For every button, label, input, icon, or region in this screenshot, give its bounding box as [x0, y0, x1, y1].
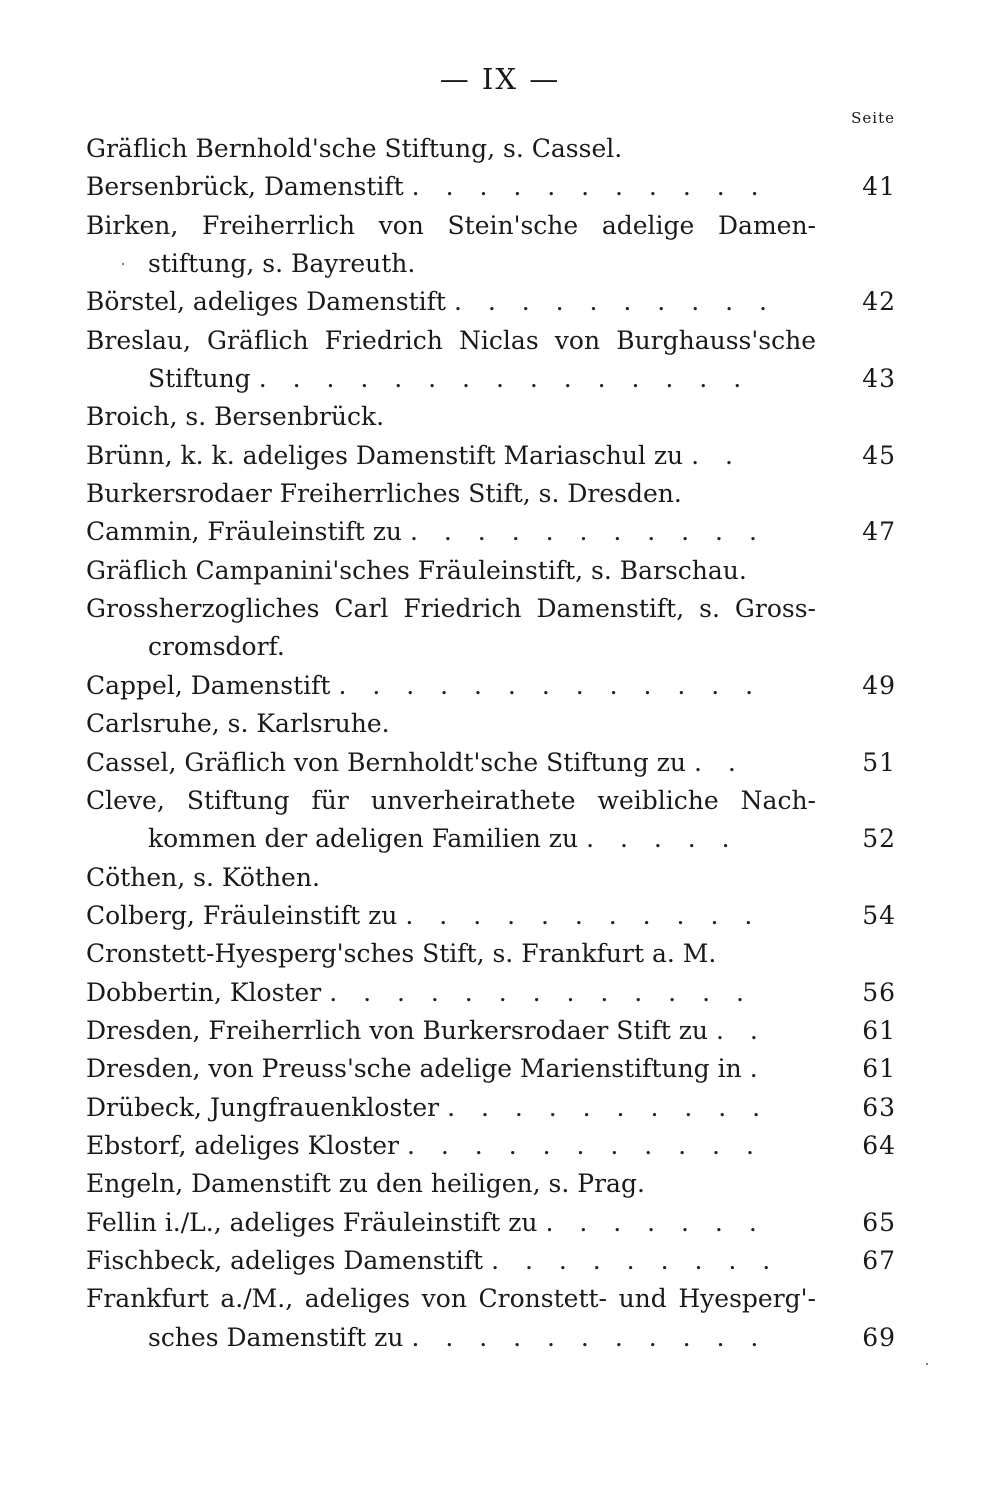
- toc-entry-title: Dresden, Freiherrlich von Burkersrodaer Stift zu: [86, 1015, 708, 1045]
- toc-entry-title: Gräflich Campanini'sches Fräuleinstift, s. Barschau.: [86, 555, 747, 585]
- toc-entry: [86, 398, 896, 436]
- toc-entry-title: Bersenbrück, Damenstift: [86, 172, 404, 202]
- toc-entry-title: Cleve, Stiftung für unverheirathete weibliche Nach-: [86, 785, 816, 815]
- toc-entry-title: sches Damenstift zu: [148, 1322, 404, 1352]
- toc-page-number: 42: [862, 287, 896, 317]
- toc-entry-line: [86, 705, 896, 743]
- table-of-contents: [86, 130, 896, 1357]
- toc-entry-line: [86, 1165, 896, 1203]
- page-number: — IX —: [439, 62, 561, 96]
- toc-entry-line: [86, 1050, 896, 1088]
- toc-entry: [86, 859, 896, 897]
- dot-leader: . .: [716, 1015, 767, 1045]
- toc-entry-title: Gräflich Bernhold'sche Stiftung, s. Cassel.: [86, 134, 623, 163]
- toc-entry-continuation: [86, 245, 896, 283]
- toc-entry: [86, 590, 896, 667]
- toc-entry-line: [86, 283, 896, 321]
- dot-leader: . . . . . . . . . . .: [410, 517, 766, 547]
- dot-leader: . . . . . . . . . .: [453, 287, 776, 317]
- toc-entry-line: [86, 1204, 896, 1242]
- toc-entry-line: [86, 1127, 896, 1165]
- toc-page-number: 54: [862, 900, 896, 930]
- toc-entry-line: [86, 1280, 896, 1318]
- toc-entry-line: [86, 475, 896, 513]
- toc-entry-title: Frankfurt a./M., adeliges von Cronstett- und Hyesperg'-: [86, 1284, 816, 1314]
- toc-entry: [86, 1012, 896, 1050]
- dot-leader: . . . . . . . . . . . . .: [329, 977, 753, 1007]
- toc-entry-title: Birken, Freiherrlich von Stein'sche adelige Damen-: [86, 210, 816, 240]
- toc-entry-continuation: [86, 628, 896, 666]
- toc-entry-title: Cappel, Damenstift: [86, 670, 331, 700]
- toc-entry-title: Börstel, adeliges Damenstift: [86, 287, 446, 317]
- print-speck: [926, 1363, 928, 1365]
- toc-entry-line: [86, 168, 896, 206]
- toc-page-number: 61: [862, 1054, 896, 1084]
- toc-page-number: 49: [862, 670, 896, 700]
- toc-page-number: 63: [862, 1092, 896, 1122]
- toc-entry-title: Ebstorf, adeliges Kloster: [86, 1130, 400, 1160]
- toc-entry: [86, 130, 896, 168]
- toc-entry: [86, 705, 896, 743]
- toc-entry-line: [86, 513, 896, 551]
- toc-entry-title: Colberg, Fräuleinstift zu: [86, 900, 398, 930]
- toc-entry: [86, 1127, 896, 1165]
- toc-entry: [86, 1050, 896, 1088]
- toc-entry-title: Engeln, Damenstift zu den heiligen, s. Prag.: [86, 1169, 645, 1199]
- toc-page-number: 56: [862, 977, 896, 1007]
- toc-entry: [86, 513, 896, 551]
- toc-entry: [86, 1204, 896, 1242]
- toc-entry-title: Brünn, k. k. adeliges Damenstift Mariaschul zu: [86, 440, 684, 470]
- toc-entry-line: [86, 322, 896, 360]
- toc-entry-title: Dresden, von Preuss'sche adelige Marienstiftung in: [86, 1054, 742, 1084]
- toc-entry: [86, 667, 896, 705]
- toc-entry-line: [86, 130, 896, 168]
- toc-entry-title: Stiftung: [148, 364, 251, 394]
- toc-page-number: 43: [862, 364, 896, 394]
- toc-entry: [86, 897, 896, 935]
- dot-leader: .: [749, 1054, 767, 1084]
- toc-entry-title: Broich, s. Bersenbrück.: [86, 402, 385, 432]
- toc-entry-line: [86, 1089, 896, 1127]
- toc-entry-title: Dobbertin, Kloster: [86, 977, 322, 1007]
- toc-entry-title: Cronstett-Hyesperg'sches Stift, s. Frankfurt a. M.: [86, 939, 717, 969]
- toc-page-number: 67: [862, 1245, 896, 1275]
- toc-entry: [86, 1089, 896, 1127]
- toc-entry-title: Grossherzogliches Carl Friedrich Damenstift, s. Gross-: [86, 594, 816, 624]
- toc-entry-continuation: [86, 360, 896, 398]
- dot-leader: . .: [691, 440, 742, 470]
- toc-page-number: 69: [862, 1322, 896, 1352]
- print-speck: [122, 263, 124, 265]
- toc-entry-line: [86, 667, 896, 705]
- toc-page-number: 65: [862, 1207, 896, 1237]
- toc-entry-title: stiftung, s. Bayreuth.: [148, 249, 416, 279]
- toc-entry: [86, 744, 896, 782]
- toc-entry-line: [86, 935, 896, 973]
- dot-leader: . . . . . . . . . . .: [405, 900, 762, 930]
- toc-entry-title: Carlsruhe, s. Karlsruhe.: [86, 709, 390, 739]
- toc-page-number: 41: [862, 172, 896, 202]
- dot-leader: . . . . . . . . . .: [447, 1092, 770, 1122]
- toc-entry: [86, 168, 896, 206]
- dot-leader: . . . . .: [586, 824, 739, 854]
- dot-leader: . . . . . . . . . . .: [407, 1130, 763, 1160]
- toc-page-number: 52: [862, 824, 896, 854]
- dot-leader: . . . . . . . . . . .: [411, 1322, 768, 1352]
- toc-page-number: 51: [862, 747, 896, 777]
- toc-entry: [86, 1280, 896, 1357]
- toc-entry-line: [86, 1242, 896, 1280]
- dot-leader: . . . . . . . . . . . . . . .: [258, 364, 751, 394]
- toc-entry-title: Breslau, Gräflich Friedrich Niclas von Burghauss'sche: [86, 325, 816, 355]
- toc-entry: [86, 1165, 896, 1203]
- toc-entry-line: [86, 859, 896, 897]
- toc-entry-line: [86, 974, 896, 1012]
- toc-entry: [86, 283, 896, 321]
- toc-entry-line: [86, 744, 896, 782]
- toc-page-number: 64: [862, 1130, 896, 1160]
- toc-page-number: 61: [862, 1015, 896, 1045]
- toc-entry: [86, 935, 896, 973]
- toc-entry: [86, 475, 896, 513]
- toc-entry-line: [86, 590, 896, 628]
- dot-leader: . . . . . . . . .: [491, 1245, 780, 1275]
- toc-entry-continuation: [86, 820, 896, 858]
- toc-entry: [86, 1242, 896, 1280]
- dot-leader: . . . . . . . . . . . . .: [338, 670, 763, 700]
- toc-page-number: 45: [862, 440, 896, 470]
- toc-entry-line: [86, 897, 896, 935]
- toc-entry-line: [86, 207, 896, 245]
- toc-entry: [86, 974, 896, 1012]
- toc-entry: [86, 552, 896, 590]
- toc-entry-title: Fischbeck, adeliges Damenstift: [86, 1245, 484, 1275]
- toc-entry-title: Cöthen, s. Köthen.: [86, 862, 320, 892]
- toc-entry-line: [86, 782, 896, 820]
- toc-entry: [86, 207, 896, 284]
- toc-entry-title: cromsdorf.: [148, 632, 285, 662]
- page-column-label: Seite: [851, 109, 895, 127]
- toc-entry-line: [86, 552, 896, 590]
- toc-entry-title: Burkersrodaer Freiherrliches Stift, s. Dresden.: [86, 479, 682, 509]
- toc-entry-title: Fellin i./L., adeliges Fräuleinstift zu: [86, 1207, 538, 1237]
- toc-entry: [86, 437, 896, 475]
- toc-entry-line: [86, 1012, 896, 1050]
- toc-entry: [86, 322, 896, 399]
- toc-entry-line: [86, 437, 896, 475]
- toc-entry-line: [86, 398, 896, 436]
- toc-entry: [86, 782, 896, 859]
- toc-entry-title: kommen der adeligen Familien zu: [148, 824, 579, 854]
- toc-page-number: 47: [862, 517, 896, 547]
- toc-entry-continuation: [86, 1319, 896, 1357]
- dot-leader: . . . . . . .: [545, 1207, 766, 1237]
- toc-entry-title: Cammin, Fräuleinstift zu: [86, 517, 403, 547]
- toc-entry-title: Drübeck, Jungfrauenkloster: [86, 1092, 440, 1122]
- toc-entry-title: Cassel, Gräflich von Bernholdt'sche Stiftung zu: [86, 747, 686, 777]
- dot-leader: . . . . . . . . . . .: [411, 172, 768, 202]
- dot-leader: . .: [694, 747, 745, 777]
